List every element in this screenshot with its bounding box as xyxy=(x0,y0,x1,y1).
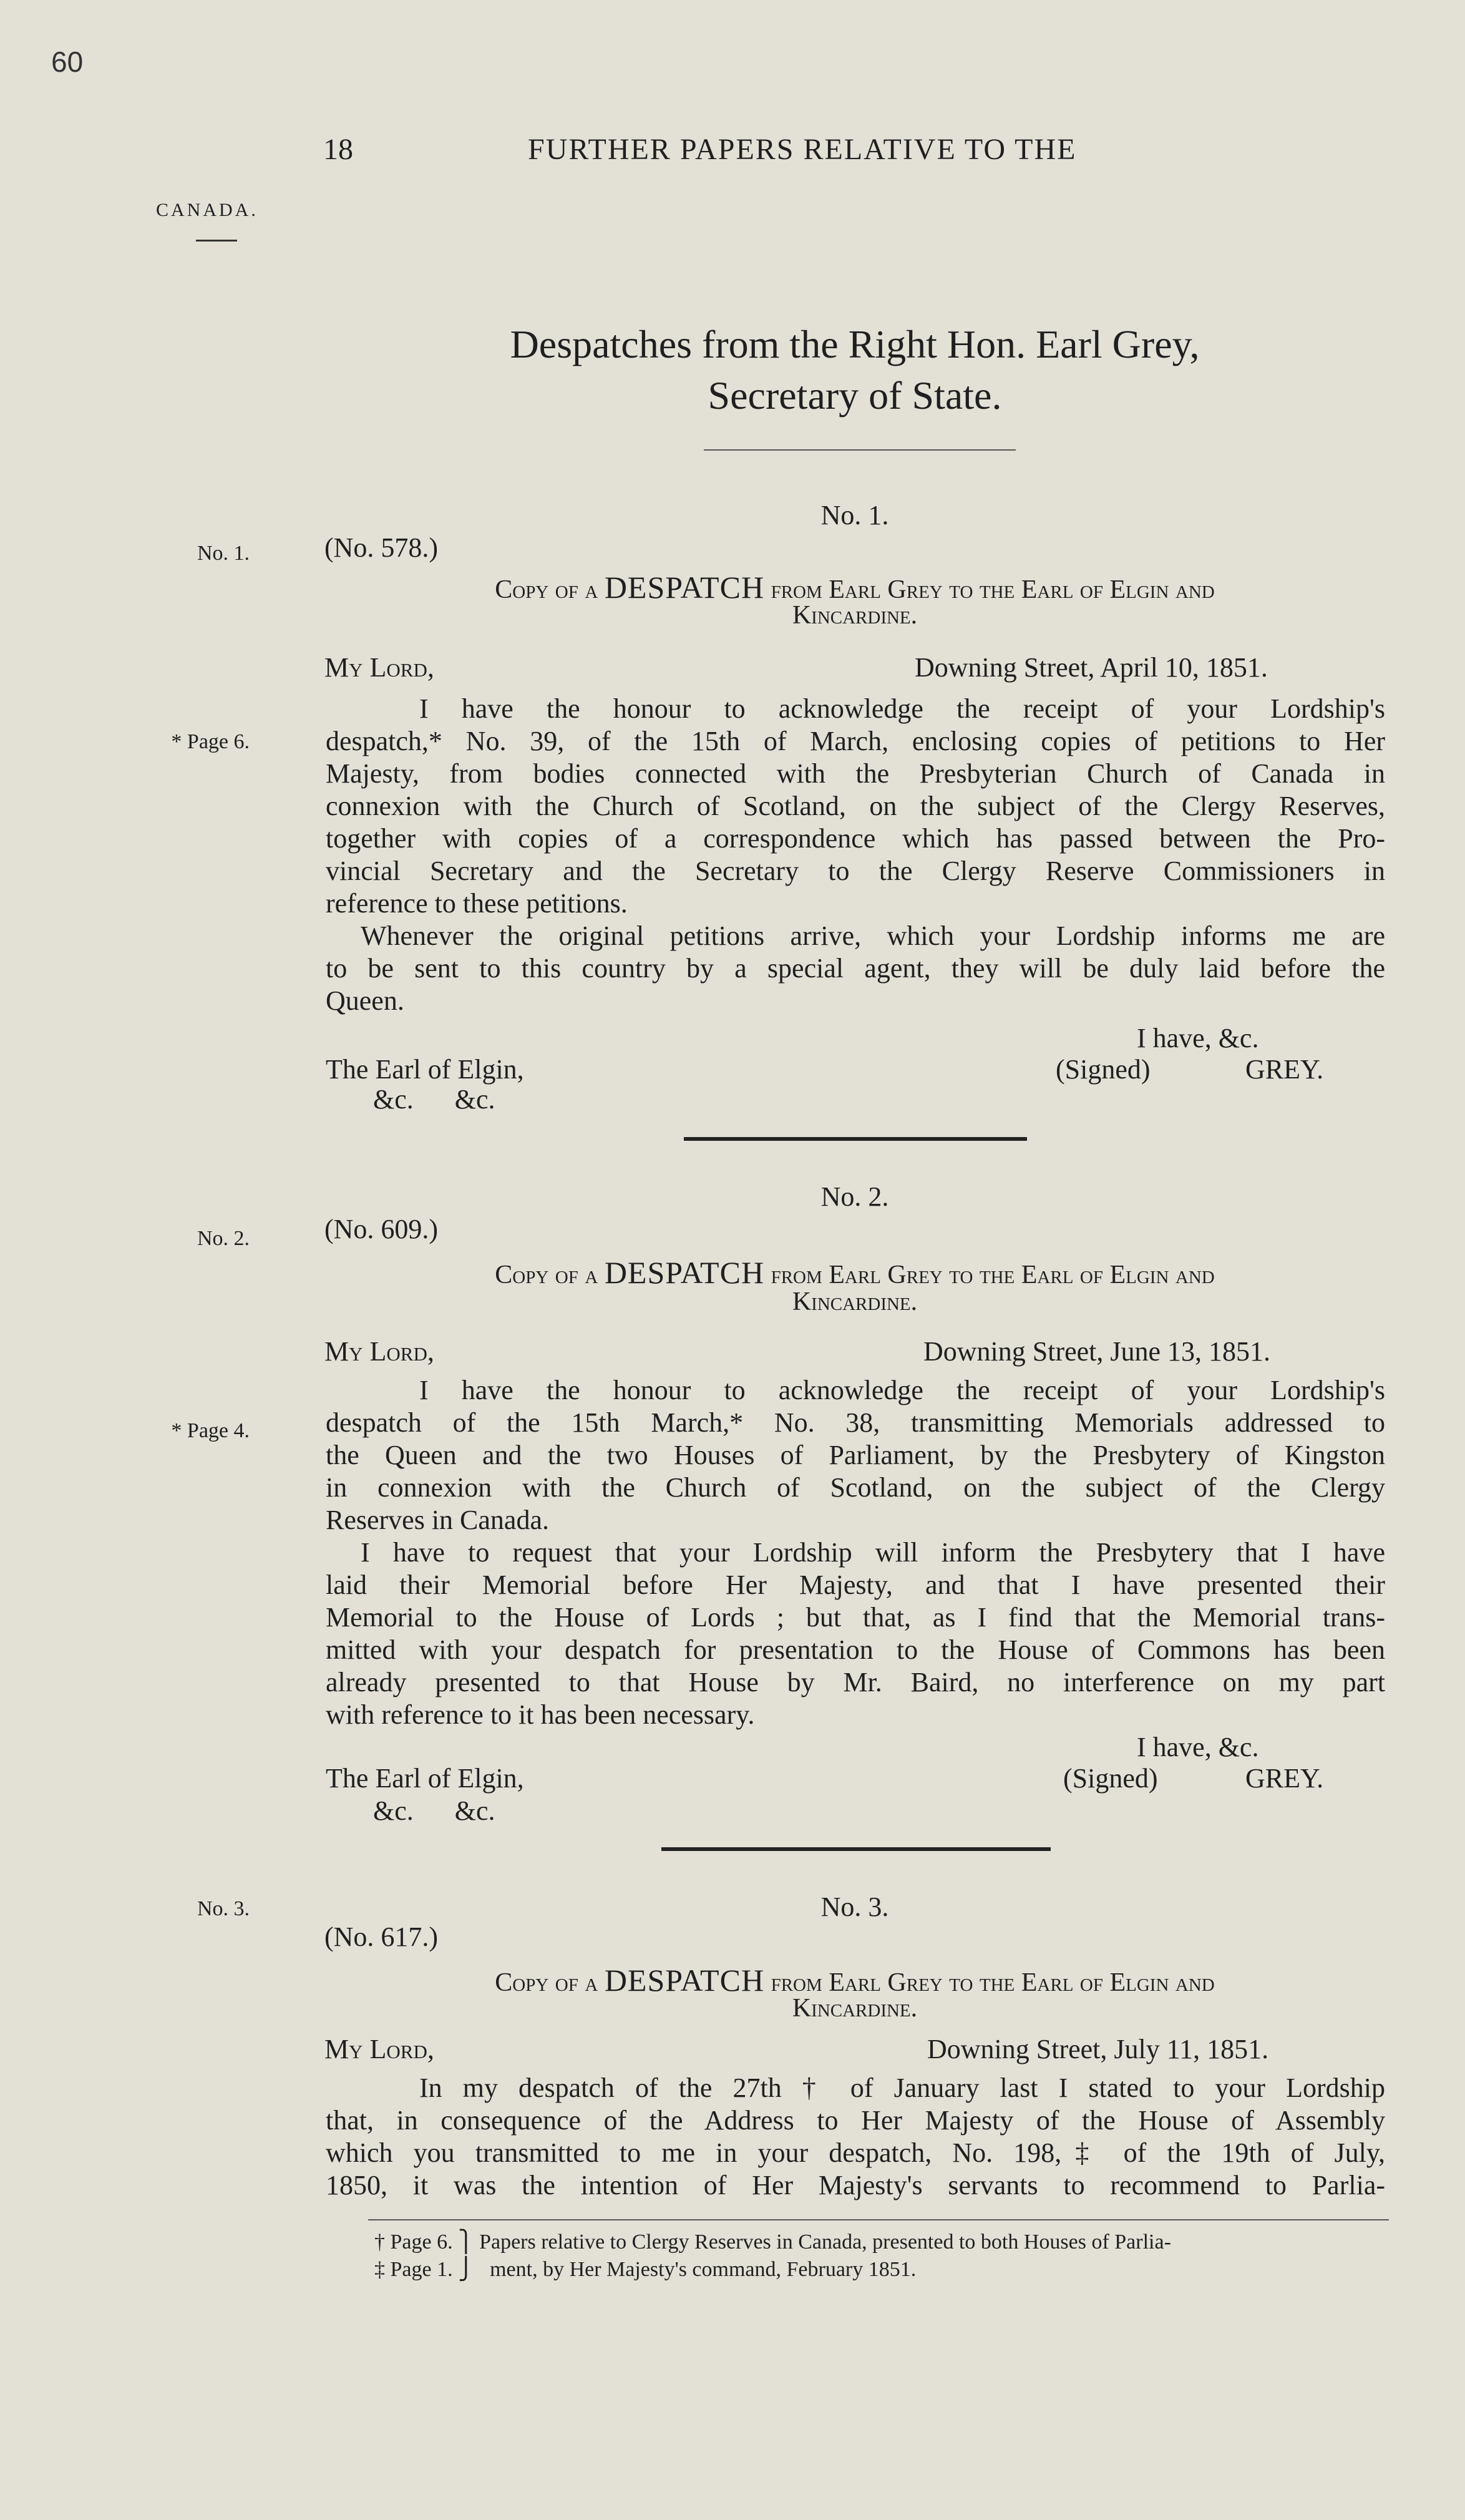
document-title-line1: Despatches from the Right Hon. Earl Grey, xyxy=(510,322,1200,366)
heading-parties: from Earl Grey to the Earl of Elgin and xyxy=(764,1261,1215,1289)
text-line: vincial Secretary and the Secretary to the Clergy Reserve Commissioners in xyxy=(326,856,1385,886)
etc: &c. &c. xyxy=(373,1795,495,1826)
signed-label: (Signed) xyxy=(1056,1054,1151,1085)
section-divider xyxy=(684,1137,1027,1141)
signature: GREY. xyxy=(1245,1054,1324,1085)
text-line: already presented to that House by Mr. Baird, no interference on my part xyxy=(326,1667,1385,1697)
margin-number: No. 1. xyxy=(197,542,250,565)
despatch-heading xyxy=(324,1254,1385,1291)
footnote-line: ‡ Page 1. ⎭ ment, by Her Majesty's command, February 1851. xyxy=(374,2258,917,2281)
salutation: My Lord, xyxy=(324,1336,434,1367)
text-line: in connexion with the Church of Scotland, on the subject of the Clergy xyxy=(326,1472,1385,1503)
heading-despatch: DESPATCH xyxy=(604,1255,765,1290)
closing: I have, &c. xyxy=(1137,1732,1259,1762)
heading-kincardine: Kincardine. xyxy=(792,1994,918,2023)
despatch-reference: (No. 617.) xyxy=(324,1922,439,1952)
document-title-line2: Secretary of State. xyxy=(708,373,1002,418)
page-number: 18 xyxy=(323,133,353,166)
footnote-line: † Page 6. ⎫ Papers relative to Clergy Reserves in Canada, presented to both Houses of Parlia- xyxy=(374,2230,1171,2254)
title-divider xyxy=(704,449,1016,451)
text-line: I have the honour to acknowledge the receipt of your Lordship's xyxy=(419,1375,1385,1405)
text-line: despatch,* No. 39, of the 15th of March, enclosing copies of petitions to Her xyxy=(326,726,1385,756)
heading-parties: from Earl Grey to the Earl of Elgin and xyxy=(764,1968,1215,1997)
signed-label: (Signed) xyxy=(1063,1763,1158,1794)
text-line: Majesty, from bodies connected with the Presbyterian Church of Canada in xyxy=(326,758,1385,789)
text-line: with reference to it has been necessary. xyxy=(326,1699,755,1730)
text-line: I have the honour to acknowledge the receipt of your Lordship's xyxy=(419,693,1385,724)
margin-number: No. 3. xyxy=(197,1897,250,1920)
text-line: laid their Memorial before Her Majesty, and that I have presented their xyxy=(326,1570,1385,1600)
margin-page-note: * Page 6. xyxy=(171,730,250,753)
text-line: 1850, it was the intention of Her Majesty's servants to recommend to Parlia- xyxy=(326,2170,1385,2200)
despatch-number: No. 2. xyxy=(820,1181,889,1212)
heading-kincardine: Kincardine. xyxy=(792,601,918,630)
text-line: Queen. xyxy=(326,985,404,1016)
despatch-reference: (No. 609.) xyxy=(324,1214,439,1244)
place-date: Downing Street, June 13, 1851. xyxy=(923,1336,1271,1367)
salutation: My Lord, xyxy=(324,652,434,683)
place-date: Downing Street, April 10, 1851. xyxy=(915,652,1268,683)
text-line: connexion with the Church of Scotland, on the subject of the Clergy Reserves, xyxy=(326,791,1385,821)
etc: &c. &c. xyxy=(373,1084,495,1115)
footnote-rule xyxy=(368,2219,1389,2220)
text-line: the Queen and the two Houses of Parliament, by the Presbytery of Kingston xyxy=(326,1440,1385,1470)
running-title: FURTHER PAPERS RELATIVE TO THE xyxy=(528,133,1077,166)
text-line: together with copies of a correspondence which has passed between the Pro- xyxy=(326,823,1385,854)
margin-title: CANADA. xyxy=(156,200,258,220)
heading-copy: Copy of a xyxy=(495,1261,605,1289)
margin-number: No. 2. xyxy=(197,1227,250,1250)
heading-kincardine: Kincardine. xyxy=(792,1287,918,1316)
closing: I have, &c. xyxy=(1137,1023,1259,1053)
text-line: Memorial to the House of Lords ; but that, as I find that the Memorial trans- xyxy=(326,1602,1385,1633)
heading-copy: Copy of a xyxy=(495,1968,605,1997)
signature: GREY. xyxy=(1245,1763,1324,1794)
text-line: I have to request that your Lordship will inform the Presbytery that I have xyxy=(361,1537,1385,1568)
text-line: to be sent to this country by a special agent, they will be duly laid before the xyxy=(326,953,1385,984)
text-line: that, in consequence of the Address to Her Majesty of the House of Assembly xyxy=(326,2105,1385,2136)
heading-copy: Copy of a xyxy=(495,575,605,604)
text-line: despatch of the 15th March,* No. 38, transmitting Memorials addressed to xyxy=(326,1407,1385,1438)
heading-parties: from Earl Grey to the Earl of Elgin and xyxy=(764,575,1215,604)
text-line: which you transmitted to me in your despatch, No. 198,‡ of the 19th of July, xyxy=(326,2137,1385,2168)
text-line: Reserves in Canada. xyxy=(326,1505,549,1535)
text-line: Whenever the original petitions arrive, which your Lordship informs me are xyxy=(361,921,1385,951)
heading-despatch: DESPATCH xyxy=(604,1963,765,1998)
scan-page-number: 60 xyxy=(51,46,84,78)
text-line: mitted with your despatch for presentation to the House of Commons has been xyxy=(326,1634,1385,1665)
margin-page-note: * Page 4. xyxy=(171,1419,250,1442)
text-line: In my despatch of the 27th † of January last I stated to your Lordship xyxy=(419,2073,1385,2103)
margin-title-rule xyxy=(196,240,237,242)
addressee: The Earl of Elgin, xyxy=(326,1054,524,1085)
despatch-number: No. 1. xyxy=(820,500,889,530)
text-line: reference to these petitions. xyxy=(326,888,628,919)
heading-despatch: DESPATCH xyxy=(604,570,765,605)
addressee: The Earl of Elgin, xyxy=(326,1763,524,1794)
place-date: Downing Street, July 11, 1851. xyxy=(927,2034,1269,2064)
salutation: My Lord, xyxy=(324,2034,434,2064)
despatch-number: No. 3. xyxy=(820,1892,889,1922)
despatch-reference: (No. 578.) xyxy=(324,532,439,563)
section-divider xyxy=(661,1847,1051,1851)
